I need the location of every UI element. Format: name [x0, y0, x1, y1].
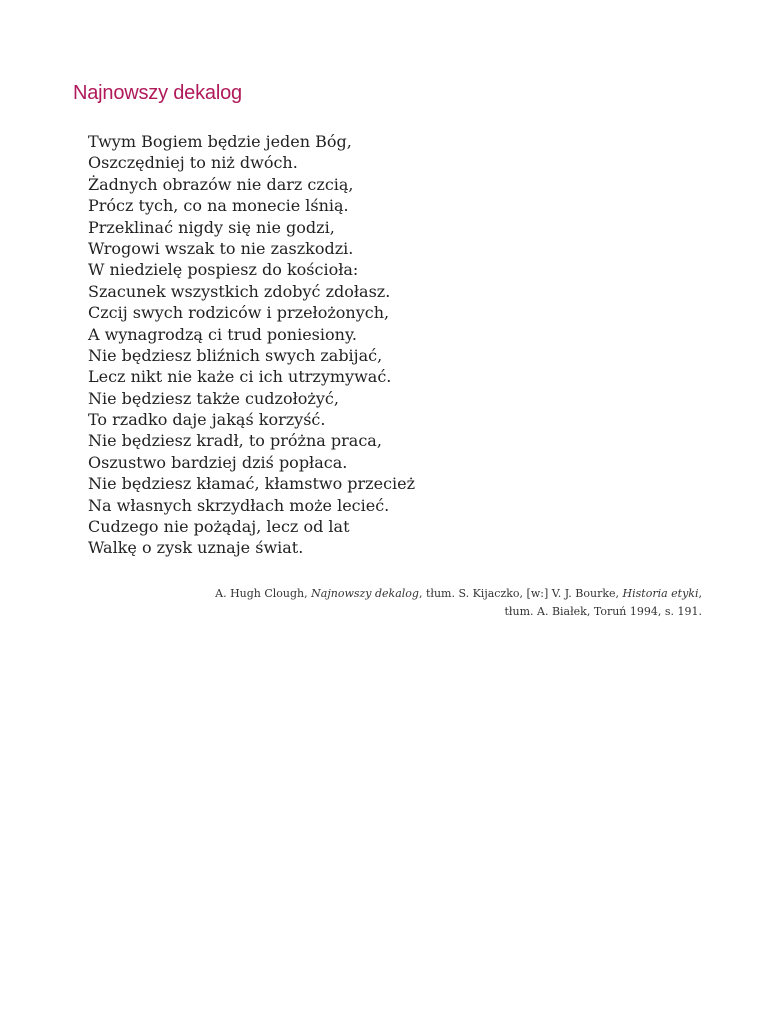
- poem-line: A wynagrodzą ci trud poniesiony.: [88, 324, 357, 344]
- poem-line: Prócz tych, co na monecie lśnią.: [88, 196, 349, 216]
- citation-line-1: [215, 585, 702, 603]
- poem-line: Oszustwo bardziej dziś popłaca.: [88, 452, 348, 472]
- poem-line: W niedzielę pospiesz do kościoła:: [88, 260, 359, 280]
- poem-line: Nie będziesz kłamać, kłamstwo przecież: [88, 474, 416, 494]
- poem-line: Oszczędniej to niż dwóch.: [88, 153, 298, 173]
- poem-line: Na własnych skrzydłach może lecieć.: [88, 495, 390, 515]
- poem-line: Walkę o zysk uznaje świat.: [88, 538, 304, 558]
- poem-line: Przeklinać nigdy się nie godzi,: [88, 217, 335, 237]
- page-title: Najnowszy dekalog: [73, 82, 242, 104]
- citation-translator: , tłum. S. Kijaczko, [w:] V. J. Bourke,: [418, 587, 623, 600]
- poem-line: Nie będziesz także cudzołożyć,: [88, 388, 339, 408]
- poem-line: Żadnych obrazów nie darz czcią,: [88, 174, 354, 194]
- poem-line: Cudzego nie pożądaj, lecz od lat: [88, 517, 350, 537]
- citation-author: A. Hugh Clough,: [215, 587, 312, 600]
- poem-line: Lecz nikt nie każe ci ich utrzymywać.: [88, 367, 392, 387]
- citation-poem-title: Najnowszy dekalog: [311, 587, 419, 600]
- poem-line: To rzadko daje jakąś korzyść.: [88, 410, 326, 430]
- poem-line: Czcij swych rodziców i przełożonych,: [88, 303, 390, 323]
- citation-line-2: tłum. A. Białek, Toruń 1994, s. 191.: [504, 605, 702, 618]
- poem-line: Nie będziesz bliźnich swych zabijać,: [88, 345, 383, 365]
- source-citation: [215, 585, 702, 621]
- poem-line: Szacunek wszystkich zdobyć zdołasz.: [88, 281, 391, 301]
- citation-book-title: Historia etyki: [622, 587, 699, 600]
- poem-text: [88, 131, 415, 559]
- poem-line: Wrogowi wszak to nie zaszkodzi.: [88, 238, 354, 258]
- poem-line: Nie będziesz kradł, to próżna praca,: [88, 431, 382, 451]
- poem-line: Twym Bogiem będzie jeden Bóg,: [88, 132, 352, 151]
- citation-comma: ,: [698, 587, 702, 600]
